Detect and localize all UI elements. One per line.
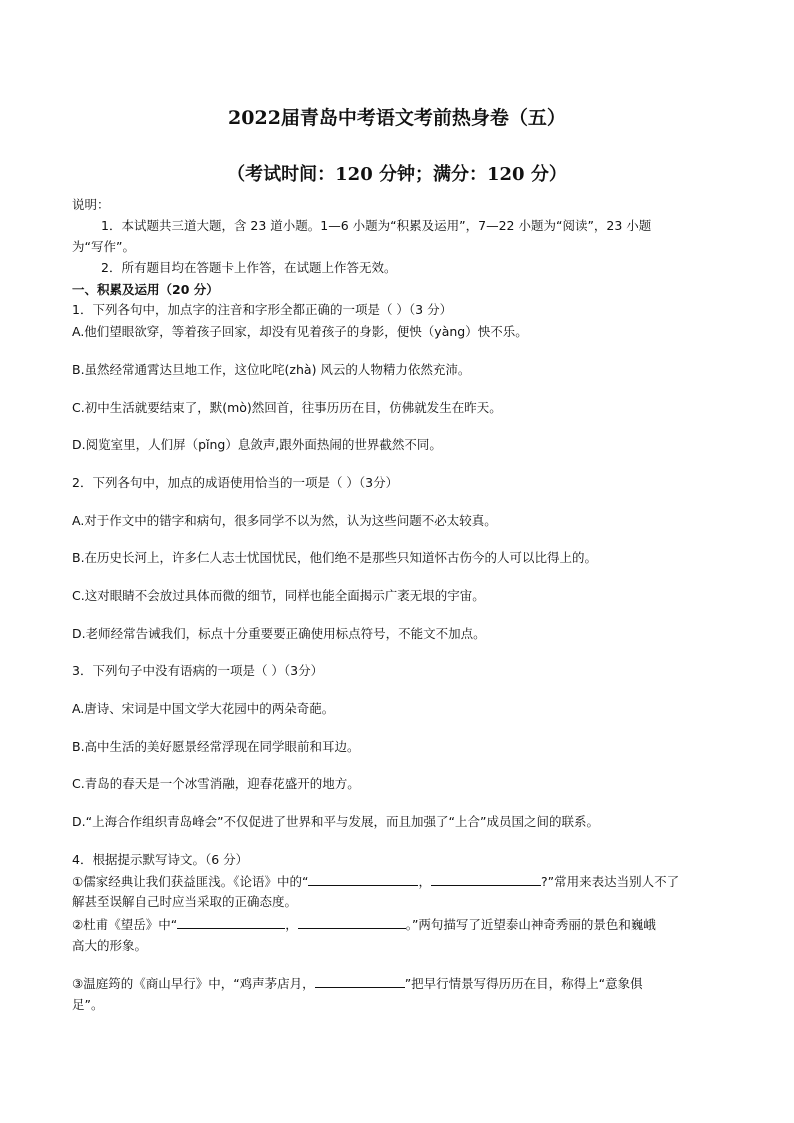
part-2-comma: ， xyxy=(285,917,298,932)
question-4-part-2-cont: 高大的形象。 xyxy=(72,938,148,953)
part-3-suffix: ”把早行情景写得历历在目，称得上“意象俱 xyxy=(404,976,643,991)
question-4-part-2 xyxy=(72,916,656,933)
part-1-prefix: ①儒家经典让我们获益匪浅。《论语》中的“ xyxy=(72,874,309,889)
question-3-option-a: A.唐诗、宋词是中国文学大花园中的两朵奇葩。 xyxy=(72,701,335,716)
instruction-item-2: 2．所有题目均在答题卡上作答，在试题上作答无效。 xyxy=(101,260,397,275)
question-3-option-b: B.高中生活的美好愿景经常浮现在同学眼前和耳边。 xyxy=(72,739,360,754)
section-1-heading: 一、积累及运用（20 分） xyxy=(72,282,219,297)
question-3-option-d: D.“上海合作组织青岛峰会”不仅促进了世界和平与发展，而且加强了“上合”成员国之间的联系。 xyxy=(72,814,600,829)
instruction-item-1: 1．本试题共三道大题，含 23 道小题。1—6 小题为“积累及运用”，7—22 小题为“阅读”，23 小题 xyxy=(101,218,652,233)
question-4-stem: 4．根据提示默写诗文。（6 分） xyxy=(72,852,249,867)
question-2-stem: 2．下列各句中，加点的成语使用恰当的一项是（ ）（3分） xyxy=(72,475,399,490)
question-1-option-d: D.阅览室里，人们屏（pǐng）息敛声,跟外面热闹的世界截然不同。 xyxy=(72,437,442,452)
part-1-suffix: ?”常用来表达当别人不了 xyxy=(540,874,680,889)
question-4-part-3-cont: 足”。 xyxy=(72,997,104,1012)
answer-blank-2[interactable] xyxy=(431,873,541,886)
part-2-suffix: 。”两句描写了近望泰山神奇秀丽的景色和巍峨 xyxy=(405,917,656,932)
answer-blank-3[interactable] xyxy=(177,916,285,929)
answer-blank-1[interactable] xyxy=(308,873,418,886)
question-2-option-c: C.这对眼睛不会放过具体而微的细节，同样也能全面揭示广袤无垠的宇宙。 xyxy=(72,588,485,603)
question-4-part-1 xyxy=(72,873,679,890)
instructions-label: 说明： xyxy=(72,197,110,212)
answer-blank-4[interactable] xyxy=(298,916,406,929)
exam-title: 2022届青岛中考语文考前热身卷（五） xyxy=(228,107,566,129)
question-3-option-c: C.青岛的春天是一个冰雪消融，迎春花盛开的地方。 xyxy=(72,776,360,791)
question-1-stem: 1．下列各句中，加点字的注音和字形全都正确的一项是（ ）（3 分） xyxy=(72,302,453,317)
question-4-part-3 xyxy=(72,975,643,992)
question-2-option-d: D.老师经常告诫我们，标点十分重要要正确使用标点符号，不能文不加点。 xyxy=(72,626,486,641)
part-3-prefix: ③温庭筠的《商山早行》中，“鸡声茅店月， xyxy=(72,976,315,991)
answer-blank-5[interactable] xyxy=(315,975,405,988)
question-1-option-c: C.初中生活就要结束了，默(mò)然回首，往事历历在目，仿佛就发生在昨天。 xyxy=(72,400,502,415)
question-2-option-a: A.对于作文中的错字和病句，很多同学不以为然，认为这些问题不必太较真。 xyxy=(72,513,497,528)
question-3-stem: 3．下列句子中没有语病的一项是（ ）（3分） xyxy=(72,663,324,678)
part-1-comma: ， xyxy=(418,874,431,889)
question-1-option-b: B.虽然经常通霄达旦地工作，这位叱咤(zhà) 风云的人物精力依然充沛。 xyxy=(72,362,471,377)
exam-subtitle: （考试时间：120 分钟；满分：120 分） xyxy=(227,164,567,185)
question-4-part-1-cont: 解甚至误解自己时应当采取的正确态度。 xyxy=(72,894,298,909)
instruction-item-1-cont: 为“写作”。 xyxy=(72,239,135,254)
question-2-option-b: B.在历史长河上，许多仁人志士忧国忧民，他们绝不是那些只知道怀古伤今的人可以比得上的。 xyxy=(72,550,598,565)
question-1-option-a: A.他们望眼欲穿，等着孩子回家，却没有见着孩子的身影，便怏（yàng）怏不乐。 xyxy=(72,324,528,339)
part-2-prefix: ②杜甫《望岳》中“ xyxy=(72,917,178,932)
